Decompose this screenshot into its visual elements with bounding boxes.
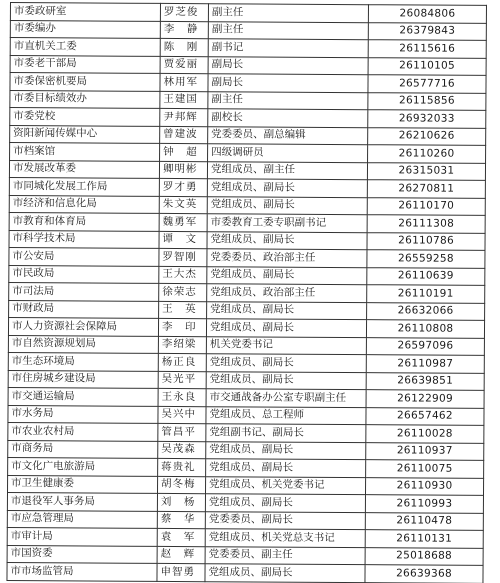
name-cell: 蔡 华	[157, 511, 205, 529]
phone-cell: 26110260	[368, 145, 486, 163]
title-cell: 党组成员、副局长	[206, 459, 366, 477]
unit-cell: 市委老干部局	[10, 55, 160, 73]
name-cell: 钟 超	[160, 143, 208, 161]
title-cell: 党组成员、副主任	[207, 161, 367, 179]
name-cell: 赵 辉	[157, 546, 205, 564]
name-cell: 罗智刚	[159, 248, 207, 266]
unit-cell: 市委目标绩效办	[10, 90, 160, 108]
name-cell: 李 印	[158, 318, 206, 336]
unit-cell: 市住房城乡建设局	[8, 370, 158, 388]
phone-cell: 26110987	[366, 355, 484, 373]
phone-cell: 26111308	[367, 215, 485, 233]
unit-cell: 市委编办	[10, 20, 160, 38]
name-cell: 蒋贵礼	[158, 458, 206, 476]
title-cell: 党组副书记、副局长	[206, 424, 366, 442]
title-cell: 副局长	[208, 74, 368, 92]
phone-cell: 26122909	[366, 390, 484, 408]
name-cell: 罗芝俊	[160, 3, 208, 21]
title-cell: 党组成员、总工程师	[206, 406, 366, 424]
title-cell: 党组成员、机关党委书记	[206, 476, 366, 494]
phone-cell: 26110993	[365, 495, 483, 513]
name-cell: 胡冬梅	[158, 476, 206, 494]
phone-cell: 26110028	[366, 425, 484, 443]
phone-cell: 26639851	[366, 372, 484, 390]
unit-cell: 市同城化发展工作局	[9, 177, 159, 195]
unit-cell: 资阳新闻传媒中心	[10, 125, 160, 143]
phone-cell: 25018688	[365, 547, 483, 565]
title-cell: 市委教育工委专职副书记	[207, 214, 367, 232]
phone-cell: 26110639	[367, 267, 485, 285]
unit-cell: 市委政研室	[10, 3, 160, 21]
unit-cell: 市国资委	[7, 545, 157, 563]
unit-cell: 市退役军人事务局	[7, 492, 157, 510]
phone-cell: 26932033	[368, 110, 486, 128]
phone-cell: 26597096	[366, 337, 484, 355]
name-cell: 贾爱丽	[160, 56, 208, 74]
phone-cell: 26110170	[367, 197, 485, 215]
title-cell: 党组成员、副局长	[207, 266, 367, 284]
phone-cell: 26632066	[367, 302, 485, 320]
contact-directory-table	[6, 2, 487, 583]
unit-cell: 市档案馆	[10, 143, 160, 161]
unit-cell: 市农业农村局	[8, 422, 158, 440]
unit-cell: 市财政局	[9, 300, 159, 318]
name-cell: 刘 杨	[157, 493, 205, 511]
title-cell: 党组成员、副局长	[207, 179, 367, 197]
title-cell: 党组成员、副局长	[205, 494, 365, 512]
phone-cell: 26110131	[365, 530, 483, 548]
name-cell: 陈 刚	[160, 38, 208, 56]
unit-cell: 市自然资源规划局	[8, 335, 158, 353]
phone-cell: 26110191	[367, 285, 485, 303]
title-cell: 副主任	[208, 4, 368, 22]
title-cell: 副主任	[208, 91, 368, 109]
phone-cell: 26110786	[367, 232, 485, 250]
name-cell: 吴茂森	[158, 441, 206, 459]
phone-cell: 26115856	[368, 92, 486, 110]
name-cell: 管昌平	[158, 423, 206, 441]
unit-cell: 市经济和信息化局	[9, 195, 159, 213]
title-cell: 副主任	[208, 21, 368, 39]
unit-cell: 市卫生健康委	[8, 475, 158, 493]
unit-cell: 市应急管理局	[7, 510, 157, 528]
unit-cell: 市审计局	[7, 527, 157, 545]
unit-cell: 市司法局	[9, 282, 159, 300]
unit-cell: 市人力资源社会保障局	[8, 317, 158, 335]
title-cell: 市交通战备办公室专职副主任	[206, 389, 366, 407]
name-cell: 魏勇军	[159, 213, 207, 231]
name-cell: 卿明彬	[159, 161, 207, 179]
phone-cell: 26577716	[368, 75, 486, 93]
phone-cell: 26559258	[367, 250, 485, 268]
phone-cell: 26110937	[366, 442, 484, 460]
table-row	[7, 562, 483, 582]
phone-cell: 26639368	[365, 565, 483, 583]
name-cell: 袁 军	[157, 528, 205, 546]
name-cell: 申智勇	[157, 563, 205, 581]
phone-cell: 26115616	[368, 40, 486, 58]
title-cell: 党组成员、副局长	[206, 354, 366, 372]
name-cell: 尹邦辉	[160, 108, 208, 126]
name-cell: 王建国	[160, 91, 208, 109]
unit-cell: 市发展改革委	[9, 160, 159, 178]
unit-cell: 市文化广电旅游局	[8, 457, 158, 475]
title-cell: 党组成员、副局长	[206, 371, 366, 389]
title-cell: 副局长	[208, 56, 368, 74]
unit-cell: 市公安局	[9, 247, 159, 265]
name-cell: 李绍梁	[158, 336, 206, 354]
phone-cell: 26110808	[366, 320, 484, 338]
name-cell: 林用军	[160, 73, 208, 91]
title-cell: 党组成员、政治部主任	[207, 284, 367, 302]
title-cell: 党组成员、副局长	[207, 231, 367, 249]
title-cell: 党组成员、机关党总支书记	[205, 529, 365, 547]
directory-table-body	[7, 3, 487, 583]
unit-cell: 市教育和体育局	[9, 212, 159, 230]
unit-cell: 市商务局	[8, 440, 158, 458]
title-cell: 党委委员、政治部主任	[207, 249, 367, 267]
phone-cell: 26110105	[368, 57, 486, 75]
phone-cell: 26210626	[368, 127, 486, 145]
unit-cell: 市民政局	[9, 265, 159, 283]
unit-cell: 市水务局	[8, 405, 158, 423]
name-cell: 王 英	[159, 301, 207, 319]
title-cell: 党组成员、副局长	[206, 441, 366, 459]
title-cell: 党委委员、副总编辑	[208, 126, 368, 144]
name-cell: 吴兴中	[158, 406, 206, 424]
phone-cell: 26315031	[367, 162, 485, 180]
name-cell: 罗才勇	[159, 178, 207, 196]
title-cell: 副校长	[208, 109, 368, 127]
phone-cell: 26110478	[365, 512, 483, 530]
unit-cell: 市生态环境局	[8, 352, 158, 370]
name-cell: 朱文英	[159, 196, 207, 214]
unit-cell: 市科学技术局	[9, 230, 159, 248]
unit-cell: 市直机关工委	[10, 38, 160, 56]
title-cell: 党组成员、副局长	[206, 319, 366, 337]
name-cell: 杨正良	[158, 353, 206, 371]
phone-cell: 26657462	[366, 407, 484, 425]
name-cell: 王永良	[158, 388, 206, 406]
title-cell: 机关党委书记	[206, 336, 366, 354]
name-cell: 曾建波	[160, 126, 208, 144]
title-cell: 党委委员、副局长	[205, 511, 365, 529]
title-cell: 四级调研员	[208, 144, 368, 162]
title-cell: 党组成员、副局长	[207, 301, 367, 319]
title-cell: 党组成员、副局长	[205, 564, 365, 582]
name-cell: 王大杰	[159, 266, 207, 284]
unit-cell: 市市场监管局	[7, 562, 157, 580]
phone-cell: 26270811	[367, 180, 485, 198]
directory-sheet	[6, 2, 486, 583]
phone-cell: 26110930	[365, 477, 483, 495]
name-cell: 李 静	[160, 21, 208, 39]
phone-cell: 26379843	[368, 22, 486, 40]
unit-cell: 市委党校	[10, 108, 160, 126]
title-cell: 副书记	[208, 39, 368, 57]
phone-cell: 26084806	[368, 5, 486, 23]
unit-cell: 市交通运输局	[8, 387, 158, 405]
title-cell: 党委委员、副主任	[205, 546, 365, 564]
name-cell: 徐荣志	[159, 283, 207, 301]
name-cell: 谭 文	[159, 231, 207, 249]
title-cell: 党组成员、副局长	[207, 196, 367, 214]
phone-cell: 26110075	[366, 460, 484, 478]
unit-cell: 市委保密机要局	[10, 73, 160, 91]
name-cell: 吴光平	[158, 371, 206, 389]
